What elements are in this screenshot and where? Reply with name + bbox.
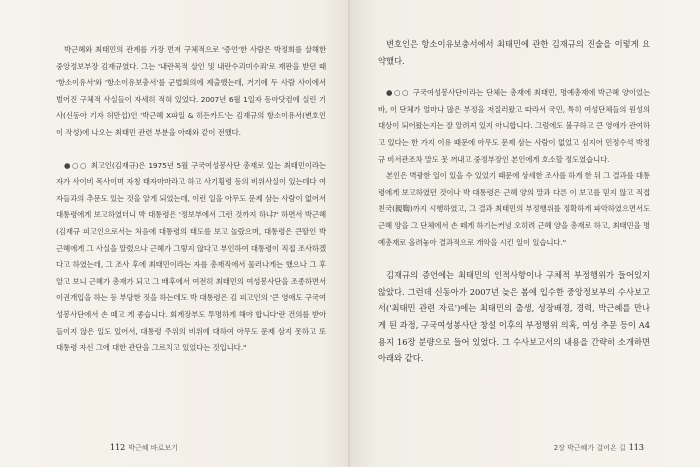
left-paragraph-1: 박근혜와 최태민의 관계를 가장 먼저 구체적으로 '증언'한 사람은 박정희를 살해한 중앙정보부장 김재규였다. 그는 '내란목적 살인 및 내란수괴미수죄'로 재판을 받던 때 '항소이유서'와 '항소이유보충서'를 군법회의에 제출했는데, 거기에 두 사람 사이에서 벌어진 구체적 사실들이 자세히 적혀 있었다. 2007년 6월 1일자 동아닷컴에 실린 기사(신동아 기자 허만섭)인 '박근혜 X파일 & 히든카드'는 김재규의 항소이유서(변호인이 작성)에 나오는 최태민 관련 부분을 아래와 같이 전했다. <box>56 45 326 137</box>
quote-bullet-icon: ●○○ <box>386 88 410 98</box>
right-page-number: 113 <box>628 443 644 452</box>
left-running-title: 박근혜 바로보기 <box>128 444 178 452</box>
right-quote-paragraph-1 <box>378 85 650 168</box>
right-page <box>350 0 700 467</box>
quote-bullet-icon: ●○○ <box>64 160 88 170</box>
left-folio <box>110 443 178 453</box>
right-quote-paragraph-2: 본인은 벽광한 일이 있을 수 있었기 때문에 상세한 조사를 하게 한 뒤 그 결과를 대통령에게 보고하였던 것이나 박 대통령은 근혜 양의 말과 다른 이 보고를 믿지 않고 직접 친국(親鞫)까지 시행하였고, 그 결과 최태민의 부정행위를 정확하게 파악하였으면서도 근혜 양을 그 단체에서 손 떼게 하기는커녕 오히려 근혜 양을 총재로 하고, 최태민을 명예총재로 올려놓아 결과적으로 개악을 시킨 일이 있습니다." <box>378 171 650 247</box>
right-quote-text-1: 구국여성봉사단이라는 단체는 총재에 최태민, 명예총재에 박근혜 양이었는 바, 이 단체가 얼마나 많은 부정을 저질러왔고 따라서 국민, 특히 여성단체들의 원성의 대상이 되어왔는지는 잘 알려져 있지 아니합니다. 그럼에도 불구하고 큰 영애가 관여하고 있다는 한 가지 이유 때문에 아무도 문제 삼는 사람이 없었고 심지어 민정수석 박정규 비서관조차 말도 못 꺼내고 중정부장인 본인에게 호소할 정도였습니다. <box>378 88 651 164</box>
right-folio <box>554 443 644 453</box>
right-running-title: 2장 박근혜가 걸어온 길 <box>553 444 626 452</box>
left-quote-paragraph <box>56 158 326 357</box>
left-page-number: 112 <box>110 443 126 452</box>
left-quote-text: 최고인(김재규)은 1975년 5월 구국여성봉사단 총재로 있는 최태민이라는 자가 사이비 목사이며 자칭 태자마마라고 하고 사기횡령 등의 비위사실이 있는데다 여자들과의 추문도 있는 것을 알게 되었는데, 이런 일을 아무도 문제 삼는 사람이 없어서 대통령에게 보고하였더니 박 대통령은 '정보부에서 그런 것까지 하냐?' 하면서 박근혜(김재규 피고인으로서는 처음에 대통령의 태도를 보고 놀랐으며, 대통령은 큰딸인 박근혜에게 그 사실을 알렸으나 근혜가 그렇지 않다고 부인하여 대통령이 직접 조사하겠다고 하였는데, 그 조사 후에 최태민이라는 자를 총재직에서 물러나게는 했으나 그 후 알고 보니 근혜가 총재가 되고 그 배후에서 여전히 최태민의 여성봉사단을 조종하면서 이권개입을 하는 등 부당한 짓을 하는데도 박 대통령은 김 피고인의 '큰 영애도 구국여성봉사단에서 손 떼고 게 좋습니다. 회계장부도 투명하게 해야 합니다'란 건의를 받아들이지 않은 일도 있어서, 대통령 주위의 비위에 대하여 아무도 문제 삼지 못하고 또 대통령 자신 그에 대한 관단을 그르치고 있었다는 것입니다." <box>56 160 326 353</box>
right-paragraph-1: 변호인은 항소이유보충서에서 최태민에 관한 김재규의 진술을 이렇게 요약했다. <box>378 39 650 66</box>
right-paragraph-2: 김재규의 증언에는 최태민의 인적사항이나 구체적 부정행위가 들어있지 않았다. 그런데 신동아가 2007년 늦은 봄에 입수한 중앙정보부의 수사보고서('최태민 관련 자료')에는 최태민의 출생, 성장배경, 경력, 박근혜를 만나게 된 과정, 구국여성봉사단 창설 이후의 부정행위 의혹, 여성 추문 등이 A4용지 16장 분량으로 들어 있었다. 그 수사보고서의 내용을 간략히 소개하면 아래와 같다. <box>378 270 650 364</box>
